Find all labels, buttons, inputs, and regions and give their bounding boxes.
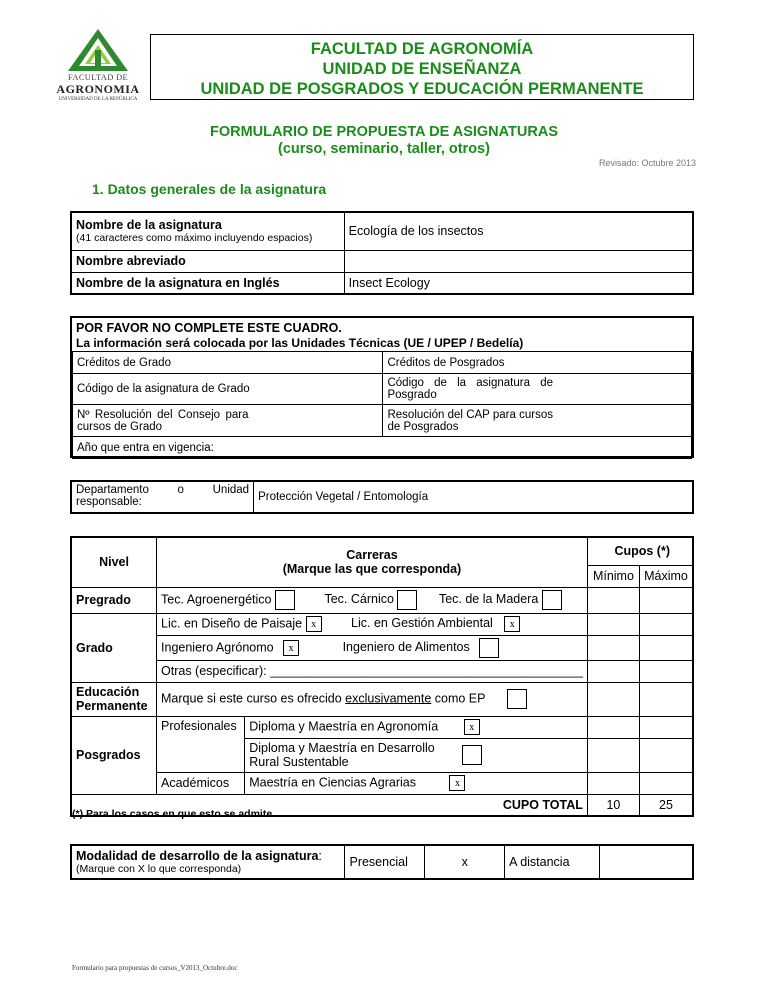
form-title: FORMULARIO DE PROPUESTA DE ASIGNATURAS xyxy=(209,124,558,140)
admin-table xyxy=(72,351,692,459)
pregrado-max xyxy=(639,587,693,613)
col-header-carreras: Carreras (Marque las que corresponda) xyxy=(157,537,588,587)
posgrado-opt-2 xyxy=(245,738,588,772)
opt-dip-rural-label: Diploma y Maestría en Desarrollo Rural Sustentable xyxy=(249,741,435,769)
pos1-min xyxy=(587,716,639,738)
header-line-1: FACULTAD DE AGRONOMÍA xyxy=(310,40,534,58)
pos1-max xyxy=(639,716,693,738)
posgrado-opt-3 xyxy=(245,772,588,794)
otras-max xyxy=(639,660,693,682)
posgrado-profesionales: Profesionales xyxy=(157,716,245,772)
ep-max xyxy=(639,682,693,716)
faculty-emblem-icon xyxy=(66,28,130,72)
opt-lic-paisaje-label: Lic. en Diseño de Paisaje xyxy=(161,616,303,631)
department-table xyxy=(70,480,694,514)
opt-lic-ambiental-checkbox[interactable]: x xyxy=(504,616,520,632)
form-subtitle: (curso, seminario, taller, otros) xyxy=(278,141,490,157)
opt-lic-ambiental-label: Lic. en Gestión Ambiental xyxy=(351,616,493,631)
ep-text-emphasis: exclusivamente xyxy=(345,691,432,706)
level-ep: Educación Permanente xyxy=(71,682,157,716)
ep-text-end: como EP xyxy=(431,691,486,706)
section-title: 1. Datos generales de la asignatura xyxy=(92,181,327,197)
header-box xyxy=(150,34,694,100)
faculty-logo xyxy=(48,28,148,108)
cupo-min-value[interactable]: 10 xyxy=(587,794,639,816)
opt-tec-carnico-checkbox[interactable] xyxy=(397,590,417,610)
opt-ing-alim-label: Ingeniero de Alimentos xyxy=(342,639,470,654)
footer-filename: Formulario para propuestas de cursos_V2013_Octubre.doc xyxy=(72,964,238,972)
ep-text: Marque si este curso es ofrecido xyxy=(161,691,346,706)
ep-option xyxy=(157,682,588,716)
grado-options-1 xyxy=(157,613,588,635)
admin-subtitle: La información será colocada por las Unidades Técnicas (UE / UPEP / Bedelía) xyxy=(76,336,524,350)
logo-caption-2: AGRONOMIA xyxy=(56,82,140,96)
department-field[interactable]: Protección Vegetal / Entomología xyxy=(254,481,693,513)
validity-year-label: Año que entra en vigencia: xyxy=(73,437,692,459)
short-name-label: Nombre abreviado xyxy=(71,250,344,272)
col-header-cupos: Cupos (*) xyxy=(587,537,693,565)
modality-label: Modalidad de desarrollo de la asignatura: (Marque con X lo que corresponda) xyxy=(71,845,345,879)
opt-maestria-checkbox[interactable]: x xyxy=(449,775,465,791)
code-posgrado-label: Código de la asignatura de Posgrado xyxy=(383,374,692,405)
cupo-max-value[interactable]: 25 xyxy=(639,794,693,816)
english-name-label: Nombre de la asignatura en Inglés xyxy=(71,272,344,294)
modality-distancia-field[interactable] xyxy=(599,845,693,879)
opt-maestria-label: Maestría en Ciencias Agrarias xyxy=(249,775,416,790)
english-name-field[interactable]: Insect Ecology xyxy=(344,272,693,294)
level-posgrados: Posgrados xyxy=(71,716,157,794)
opt-tec-madera-label: Tec. de la Madera xyxy=(438,592,539,607)
opt-dip-agro-checkbox[interactable]: x xyxy=(464,719,480,735)
opt-tec-carnico-label: Tec. Cárnico xyxy=(324,592,394,607)
short-name-field[interactable] xyxy=(344,250,693,272)
admin-title: POR FAVOR NO COMPLETE ESTE CUADRO. xyxy=(76,321,342,335)
modality-presencial-label: Presencial xyxy=(345,845,425,879)
opt-ing-agro-label: Ingeniero Agrónomo xyxy=(161,639,274,654)
revision-date: Revisado: Octubre 2013 xyxy=(598,158,696,168)
logo-caption-3: UNIVERSIDAD DE LA REPÚBLICA xyxy=(58,97,138,102)
col-header-min: Mínimo xyxy=(587,565,639,587)
opt-ing-alim-checkbox[interactable] xyxy=(479,638,499,658)
col-header-max: Máximo xyxy=(639,565,693,587)
grado-options-2 xyxy=(157,635,588,660)
level-pregrado: Pregrado xyxy=(71,587,157,613)
resolution-cap-label: Resolución del CAP para cursos de Posgrados xyxy=(383,405,692,437)
opt-dip-rural-checkbox[interactable] xyxy=(462,745,482,765)
grado-max xyxy=(639,613,693,635)
footnote: (*) Para los casos en que esto se admite xyxy=(72,808,273,820)
grado2-min xyxy=(587,635,639,660)
grado-min xyxy=(587,613,639,635)
cupo-total-label: CUPO TOTAL xyxy=(71,794,587,816)
opt-ing-agro-checkbox[interactable]: x xyxy=(283,640,299,656)
grado2-max xyxy=(639,635,693,660)
opt-tec-agro-label: Tec. Agroenergético xyxy=(161,592,272,607)
opt-tec-madera-checkbox[interactable] xyxy=(542,590,562,610)
posgrado-opt-1 xyxy=(245,716,588,738)
pos3-max xyxy=(639,772,693,794)
course-name-label: Nombre de la asignatura (41 caracteres como máximo incluyendo espacios) xyxy=(71,212,344,250)
credits-grado-label: Créditos de Grado xyxy=(73,352,383,374)
careers-table xyxy=(70,536,694,817)
opt-dip-agro-label: Diploma y Maestría en Agronomía xyxy=(249,719,439,734)
header-line-3: UNIDAD DE POSGRADOS Y EDUCACIÓN PERMANENTE xyxy=(200,80,644,98)
col-header-nivel: Nivel xyxy=(71,537,157,587)
resolution-consejo-label: Nº Resolución del Consejo para cursos de Grado xyxy=(73,405,383,437)
other-careers-field[interactable]: Otras (especificar): _____________________________________________ xyxy=(157,660,588,682)
pregrado-min xyxy=(587,587,639,613)
posgrado-academicos: Académicos xyxy=(157,772,245,794)
pos2-max xyxy=(639,738,693,772)
level-grado: Grado xyxy=(71,613,157,682)
ep-min xyxy=(587,682,639,716)
modality-presencial-field[interactable]: x xyxy=(425,845,505,879)
modality-distancia-label: A distancia xyxy=(505,845,600,879)
ep-checkbox[interactable] xyxy=(507,689,527,709)
pregrado-options xyxy=(157,587,588,613)
modality-table xyxy=(70,844,694,880)
logo-caption-1: FACULTAD DE xyxy=(68,72,128,82)
pos2-min xyxy=(587,738,639,772)
department-label: Departamento o Unidad responsable: xyxy=(71,481,254,513)
otras-min xyxy=(587,660,639,682)
opt-lic-paisaje-checkbox[interactable]: x xyxy=(306,616,322,632)
general-data-table xyxy=(70,211,694,295)
credits-posgrado-label: Créditos de Posgrados xyxy=(383,352,692,374)
code-grado-label: Código de la asignatura de Grado xyxy=(73,374,383,405)
header-line-2: UNIDAD DE ENSEÑANZA xyxy=(322,60,522,78)
pos3-min xyxy=(587,772,639,794)
course-name-field[interactable]: Ecología de los insectos xyxy=(344,212,693,250)
opt-tec-agro-checkbox[interactable] xyxy=(275,590,295,610)
